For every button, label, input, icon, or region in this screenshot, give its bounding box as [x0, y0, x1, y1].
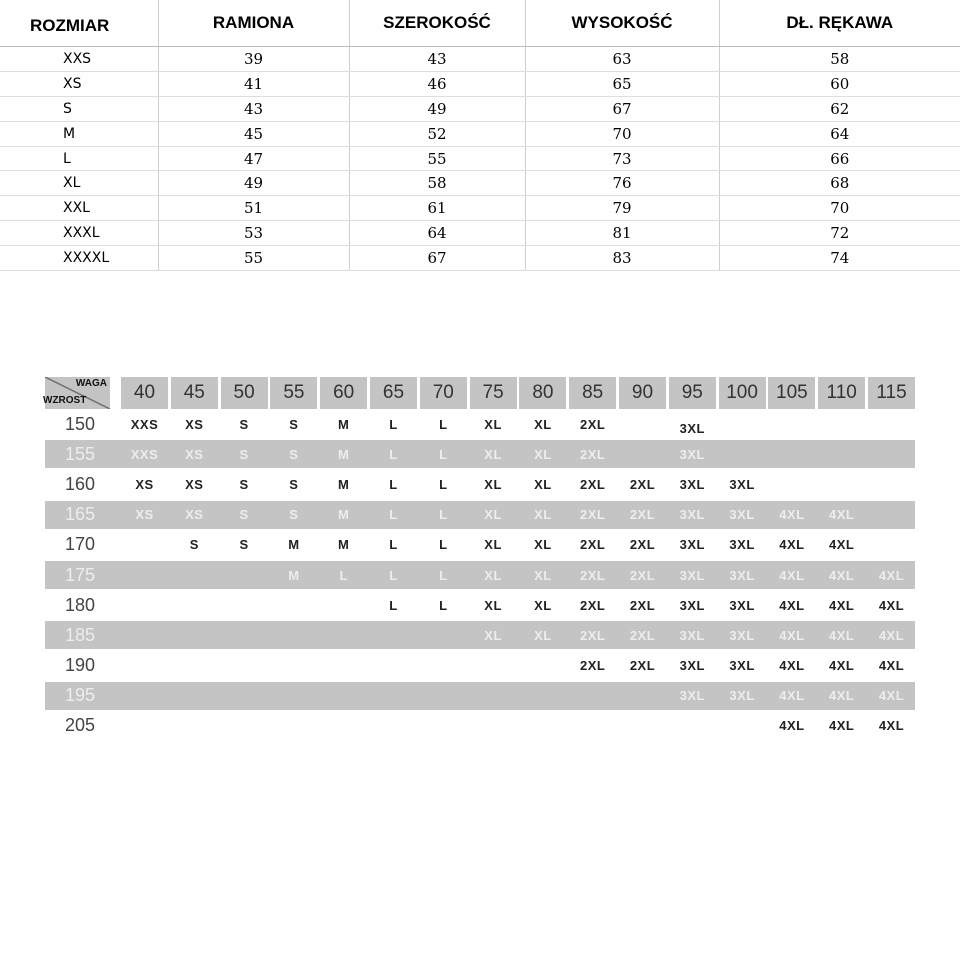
size-label-cell: XXXXL	[0, 246, 158, 271]
size-cell: S	[289, 446, 299, 462]
size-cell: 4XL	[779, 597, 805, 613]
size-cell: XL	[484, 446, 502, 462]
weight-header-cell: 85	[569, 377, 616, 409]
height-label: 165	[65, 504, 96, 525]
size-cell: 4XL	[829, 627, 855, 643]
size-cell: L	[339, 567, 348, 583]
height-row	[45, 651, 915, 681]
size-cell: 2XL	[629, 597, 656, 613]
size-label-cell: XL	[0, 171, 158, 196]
size-cell: XS	[185, 446, 204, 462]
size-cell: 3XL	[679, 688, 705, 704]
size-cell: 2XL	[580, 416, 606, 432]
weight-header-cell: 105	[768, 377, 815, 409]
size-cell: 4XL	[779, 567, 805, 583]
size-cell: M	[338, 537, 350, 553]
height-label: 170	[65, 534, 96, 555]
corner-cell	[45, 377, 110, 409]
measurement-cell: 41	[158, 71, 349, 96]
size-cell: 4XL	[878, 718, 905, 734]
size-cell: XL	[484, 627, 502, 643]
size-cell: 4XL	[829, 718, 855, 734]
size-cell: 4XL	[878, 658, 905, 674]
size-cell: 3XL	[729, 567, 755, 583]
height-label: 150	[65, 413, 96, 434]
weight-header-cell: 60	[320, 377, 367, 409]
size-cell: 3XL	[729, 597, 755, 613]
height-label: 160	[65, 473, 96, 494]
table-row	[0, 246, 960, 271]
size-cell: L	[439, 476, 448, 492]
size-cell: 2XL	[580, 597, 606, 613]
height-axis-label: WZROST	[43, 395, 87, 406]
size-cell: S	[239, 507, 249, 523]
weight-header-row	[45, 377, 915, 409]
size-cell: 3XL	[729, 476, 755, 492]
height-label: 190	[65, 655, 96, 676]
size-cell: 4XL	[829, 507, 855, 523]
size-cell: XL	[534, 597, 552, 613]
size-cell: 2XL	[629, 658, 656, 674]
measurement-cell: 61	[349, 196, 525, 221]
measurement-cell: 68	[719, 171, 960, 196]
height-label: 185	[65, 624, 96, 645]
measurement-cell: 74	[719, 246, 960, 271]
size-cell: 3XL	[679, 567, 705, 583]
size-cell: S	[239, 537, 249, 553]
measurement-cell: 67	[349, 246, 525, 271]
height-row	[45, 440, 915, 468]
height-label: 175	[65, 564, 96, 585]
size-cell: L	[389, 537, 398, 553]
size-cell: 4XL	[878, 688, 905, 704]
size-cell: 3XL	[679, 446, 705, 462]
weight-axis-label: WAGA	[75, 378, 107, 389]
size-cell: XL	[484, 567, 502, 583]
weight-header-cell: 50	[221, 377, 268, 409]
size-cell: XL	[534, 567, 552, 583]
size-cell: 3XL	[729, 507, 755, 523]
header-szerokosc: SZEROKOŚĆ	[349, 0, 525, 47]
size-cell: M	[338, 507, 350, 523]
size-cell: L	[439, 537, 448, 553]
size-cell: 4XL	[878, 567, 905, 583]
size-cell: XL	[484, 537, 502, 553]
measurement-cell: 58	[349, 171, 525, 196]
size-table-body	[0, 47, 960, 271]
weight-header-cell: 75	[470, 377, 517, 409]
measurement-cell: 43	[349, 47, 525, 72]
measurement-cell: 45	[158, 121, 349, 146]
size-cell: 4XL	[878, 597, 905, 613]
measurement-cell: 43	[158, 96, 349, 121]
size-cell: 4XL	[829, 567, 855, 583]
table-row	[0, 221, 960, 246]
size-cell: M	[338, 476, 350, 492]
size-label-cell: S	[0, 96, 158, 121]
chart-rows	[45, 409, 915, 741]
height-row	[45, 682, 915, 710]
size-cell: XL	[534, 627, 552, 643]
table-row	[0, 146, 960, 171]
size-cell: 2XL	[629, 507, 656, 523]
size-cell: S	[289, 476, 299, 492]
table-row	[0, 196, 960, 221]
size-cell: S	[239, 446, 249, 462]
weight-header-cell: 45	[171, 377, 218, 409]
size-cell: XL	[534, 476, 552, 492]
measurement-cell: 53	[158, 221, 349, 246]
measurement-cell: 60	[719, 71, 960, 96]
measurement-cell: 64	[719, 121, 960, 146]
size-cell: S	[289, 507, 299, 523]
weight-header-cell: 65	[370, 377, 417, 409]
size-cell: 4XL	[779, 627, 805, 643]
size-cell: 4XL	[779, 658, 805, 674]
size-label-cell: L	[0, 146, 158, 171]
measurement-cell: 81	[525, 221, 719, 246]
table-row	[0, 171, 960, 196]
measurement-cell: 49	[349, 96, 525, 121]
size-cell: 3XL	[729, 658, 755, 674]
size-cell: XS	[135, 507, 154, 523]
size-cell: 4XL	[829, 597, 855, 613]
size-cell: 4XL	[779, 718, 805, 734]
size-cell: XXS	[130, 416, 159, 432]
size-table-header-row	[0, 0, 960, 47]
size-cell: 3XL	[729, 627, 755, 643]
weight-header-cell: 80	[519, 377, 566, 409]
size-cell: 3XL	[679, 537, 705, 553]
size-cell: 3XL	[679, 627, 705, 643]
size-cell: S	[239, 416, 249, 432]
measurement-cell: 66	[719, 146, 960, 171]
size-cell: M	[338, 416, 350, 432]
size-cell: XL	[484, 597, 502, 613]
height-row	[45, 530, 915, 560]
size-cell: L	[389, 597, 398, 613]
size-cell: XS	[185, 507, 204, 523]
size-cell: XS	[185, 416, 204, 432]
size-cell: S	[289, 416, 299, 432]
size-cell: XL	[484, 416, 502, 432]
size-cell: 4XL	[878, 627, 905, 643]
size-cell: L	[439, 416, 448, 432]
size-cell: 3XL	[679, 507, 705, 523]
size-cell: 2XL	[629, 476, 656, 492]
table-row	[0, 121, 960, 146]
height-row	[45, 409, 915, 439]
size-label-cell: XXS	[0, 47, 158, 72]
size-cell: L	[439, 567, 448, 583]
header-rozmiar: ROZMIAR	[0, 0, 158, 47]
size-cell: L	[439, 507, 448, 523]
size-cell: 2XL	[580, 507, 606, 523]
size-cell: 4XL	[779, 537, 805, 553]
measurement-cell: 55	[158, 246, 349, 271]
size-cell: XL	[484, 476, 502, 492]
size-cell: 4XL	[829, 537, 855, 553]
height-label: 155	[65, 443, 96, 464]
measurement-cell: 62	[719, 96, 960, 121]
measurement-cell: 52	[349, 121, 525, 146]
size-cell: L	[439, 597, 448, 613]
size-label-cell: M	[0, 121, 158, 146]
measurement-cell: 47	[158, 146, 349, 171]
measurement-cell: 49	[158, 171, 349, 196]
measurement-cell: 39	[158, 47, 349, 72]
size-cell: 3XL	[679, 658, 705, 674]
size-cell: 2XL	[580, 446, 606, 462]
size-cell: 3XL	[729, 537, 755, 553]
height-row	[45, 561, 915, 589]
size-cell: XL	[484, 507, 502, 523]
size-cell: S	[189, 537, 199, 553]
measurement-cell: 46	[349, 71, 525, 96]
size-cell: XS	[185, 476, 204, 492]
measurement-cell: 63	[525, 47, 719, 72]
size-cell: 2XL	[580, 567, 606, 583]
size-cell: 4XL	[829, 688, 855, 704]
size-cell: L	[389, 446, 398, 462]
size-cell: L	[389, 416, 398, 432]
header-dl-rekawa: DŁ. RĘKAWA	[719, 0, 960, 47]
weight-header-cell: 115	[868, 377, 915, 409]
measurement-cell: 83	[525, 246, 719, 271]
size-cell: XL	[534, 416, 552, 432]
measurement-cell: 72	[719, 221, 960, 246]
height-row	[45, 501, 915, 529]
weight-header-cell: 40	[121, 377, 168, 409]
size-cell: 2XL	[580, 537, 606, 553]
weight-header-cell: 100	[719, 377, 766, 409]
size-cell: M	[338, 446, 350, 462]
height-row	[45, 621, 915, 649]
size-cell: L	[389, 567, 398, 583]
height-weight-size-chart	[45, 377, 915, 741]
size-cell: XL	[534, 507, 552, 523]
header-ramiona: RAMIONA	[158, 0, 349, 47]
weight-header-cell: 90	[619, 377, 666, 409]
size-cell: 3XL	[729, 688, 755, 704]
size-cell: XL	[534, 537, 552, 553]
size-cell: XL	[534, 446, 552, 462]
height-row	[45, 590, 915, 620]
measurement-cell: 76	[525, 171, 719, 196]
size-cell: 2XL	[580, 658, 606, 674]
table-row	[0, 47, 960, 72]
size-cell: L	[389, 476, 398, 492]
size-cell: XS	[135, 476, 154, 492]
height-label: 195	[65, 685, 96, 706]
size-cell: 2XL	[629, 627, 656, 643]
measurement-cell: 73	[525, 146, 719, 171]
measurement-cell: 58	[719, 47, 960, 72]
weight-header-cell: 95	[669, 377, 716, 409]
size-cell: 3XL	[679, 597, 705, 613]
measurement-cell: 65	[525, 71, 719, 96]
height-label: 205	[65, 715, 96, 736]
size-cell: M	[288, 537, 300, 553]
size-cell: M	[288, 567, 300, 583]
size-cell: 2XL	[580, 476, 606, 492]
size-label-cell: XXXL	[0, 221, 158, 246]
weight-header-cell: 70	[420, 377, 467, 409]
height-row	[45, 711, 915, 741]
measurement-cell: 67	[525, 96, 719, 121]
table-row	[0, 96, 960, 121]
size-cell: S	[239, 476, 249, 492]
measurement-cell: 51	[158, 196, 349, 221]
measurement-cell: 79	[525, 196, 719, 221]
size-cell: 2XL	[629, 567, 656, 583]
measurement-cell: 70	[525, 121, 719, 146]
size-cell: 4XL	[829, 658, 855, 674]
size-label-cell: XS	[0, 71, 158, 96]
size-cell: 3XL	[679, 420, 705, 436]
size-label-cell: XXL	[0, 196, 158, 221]
weight-header-cell: 110	[818, 377, 865, 409]
size-cell: XXS	[130, 446, 159, 462]
height-label: 180	[65, 594, 96, 615]
size-cell: L	[439, 446, 448, 462]
measurement-cell: 64	[349, 221, 525, 246]
measurement-cell: 55	[349, 146, 525, 171]
size-cell: 2XL	[629, 537, 656, 553]
weight-header-cell: 55	[270, 377, 317, 409]
measurement-cell: 70	[719, 196, 960, 221]
size-cell: 4XL	[779, 507, 805, 523]
height-row	[45, 469, 915, 499]
size-measurement-table	[0, 0, 960, 271]
table-row	[0, 71, 960, 96]
size-cell: L	[389, 507, 398, 523]
size-cell: 2XL	[580, 627, 606, 643]
header-wysokosc: WYSOKOŚĆ	[525, 0, 719, 47]
size-cell: 3XL	[679, 476, 705, 492]
size-cell: 4XL	[779, 688, 805, 704]
